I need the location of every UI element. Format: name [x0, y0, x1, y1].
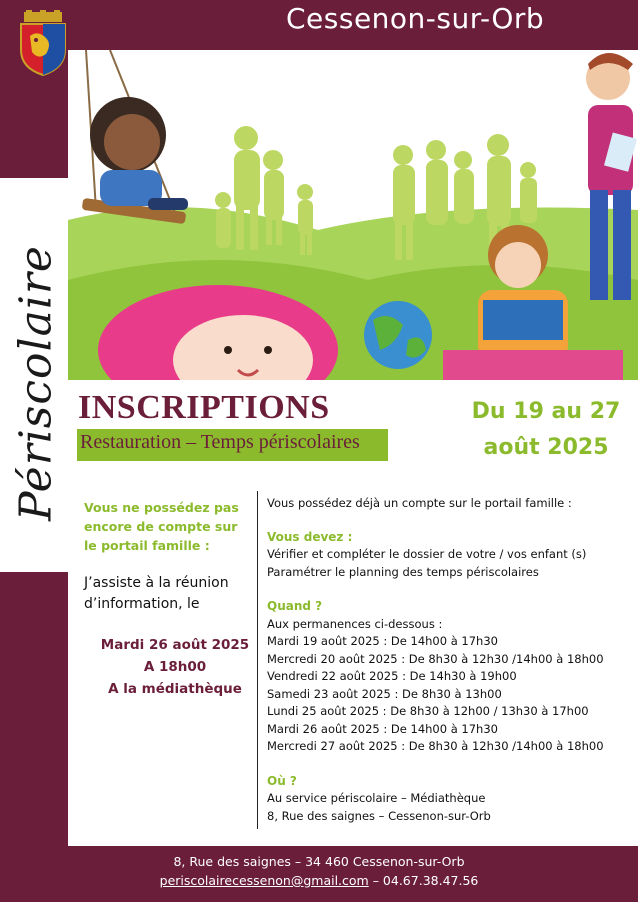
meeting-time: A 18h00 — [143, 659, 207, 675]
ou-heading: Où ? — [267, 773, 297, 788]
schedule-row: Mardi 19 août 2025 : De 14h00 à 17h30 — [267, 634, 498, 648]
ou-line: Au service périscolaire – Médiathèque — [267, 791, 486, 805]
left-column — [84, 498, 254, 615]
coat-of-arms-icon — [16, 10, 70, 76]
footer-phone: – 04.67.38.47.56 — [368, 873, 479, 888]
ou-section — [267, 773, 633, 826]
quand-section — [267, 598, 633, 756]
town-name: Cessenon-sur-Orb — [286, 2, 545, 35]
has-account-intro: Vous possédez déjà un compte sur le portail famille : — [267, 496, 572, 510]
vertical-title: Périscolaire — [10, 245, 62, 521]
meeting-info — [84, 634, 266, 700]
assist-text: J’assiste à la réunion d’information, le — [84, 575, 229, 612]
devez-item: Paramétrer le planning des temps périscolaires — [267, 564, 539, 579]
page-title: INSCRIPTIONS — [78, 389, 330, 426]
schedule-row: Mercredi 20 août 2025 : De 8h30 à 12h30 /14h00 à 18h00 — [267, 651, 604, 666]
ou-line: 8, Rue des saignes – Cessenon-sur-Orb — [267, 808, 491, 823]
schedule-row: Lundi 25 août 2025 : De 8h30 à 12h00 / 13h30 à 17h00 — [267, 704, 589, 718]
schedule-row: Vendredi 22 août 2025 : De 14h30 à 19h00 — [267, 669, 517, 683]
dates-line-1: Du 19 au 27 — [471, 399, 621, 424]
footer-address: 8, Rue des saignes – 34 460 Cessenon-sur-Orb — [173, 854, 465, 869]
quand-heading: Quand ? — [267, 599, 323, 613]
right-column — [267, 495, 633, 842]
schedule-row: Mercredi 27 août 2025 : De 8h30 à 12h30 /14h00 à 18h00 — [267, 739, 604, 753]
dates-block — [466, 394, 626, 466]
schedule-row: Samedi 23 août 2025 : De 8h30 à 13h00 — [267, 686, 502, 701]
subtitle-banner: Restauration – Temps périscolaires — [77, 429, 388, 461]
devez-item: Vérifier et compléter le dossier de votre / vos enfant (s) — [267, 547, 587, 561]
email-link[interactable]: periscolairecessenon@gmail.com — [159, 873, 369, 888]
column-divider — [257, 491, 258, 829]
meeting-place: A la médiathèque — [108, 681, 242, 697]
quand-intro: Aux permanences ci-dessous : — [267, 616, 443, 631]
meeting-date: Mardi 26 août 2025 — [100, 637, 250, 653]
schedule-row: Mardi 26 août 2025 : De 14h00 à 17h30 — [267, 721, 498, 736]
devez-section — [267, 529, 633, 582]
devez-heading: Vous devez : — [267, 529, 353, 544]
footer-contact — [0, 873, 638, 888]
children-illustration — [68, 50, 638, 380]
dates-line-2: août 2025 — [483, 435, 609, 460]
no-account-heading: Vous ne possédez pas encore de compte sur le portail famille : — [84, 500, 239, 553]
footer — [0, 846, 638, 902]
